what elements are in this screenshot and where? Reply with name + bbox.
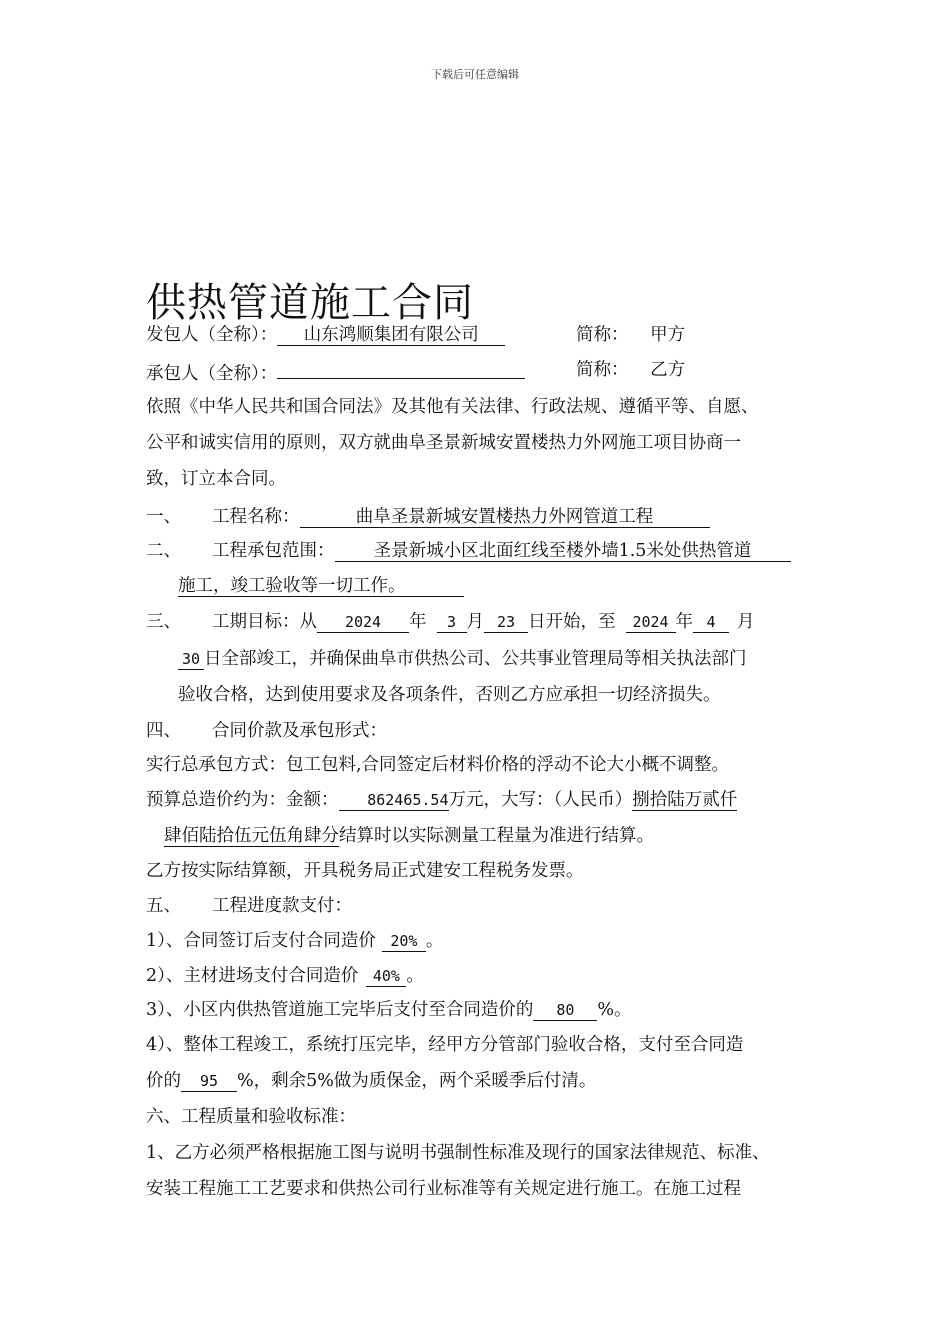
s3-start-text: 日开始，至 xyxy=(528,612,616,632)
contractor-short-row xyxy=(576,358,685,382)
s6-heading: 六、工程质量和验收标准： xyxy=(146,1107,356,1127)
s5-p1-value: 20% xyxy=(382,931,426,952)
s5-p2-value: 40% xyxy=(366,966,406,987)
s3-end-year: 2024 xyxy=(626,612,676,633)
header-note: 下载后可任意编辑 xyxy=(431,68,519,81)
s1-label: 工程名称： xyxy=(212,507,300,527)
s6-line2: 安装工程施工工艺要求和供热公司行业标准等有关规定进行施工。在施工过程 xyxy=(146,1179,741,1199)
s4-settle-text: 结算时以实际测量工程量为准进行结算。 xyxy=(339,826,654,846)
s3-end-month: 4 xyxy=(693,612,729,633)
contractor-name xyxy=(277,358,525,379)
issuer-name: 山东鸿顺集团有限公司 xyxy=(277,325,505,346)
s5-p4-line1: 4）、整体工程竣工，系统打压完毕，经甲方分管部门验收合格，支付至合同造 xyxy=(146,1035,744,1055)
s4-invoice: 乙方按实际结算额，开具税务局正式建安工程税务发票。 xyxy=(146,861,584,881)
s5-p4-prefix: 价的 xyxy=(146,1071,181,1091)
s3-start-month: 3 xyxy=(437,612,467,633)
s3-end-month-char: 月 xyxy=(737,612,755,632)
s2-value-line1: 圣景新城小区北面红线至楼外墙1.5米处供热管道 xyxy=(335,541,791,562)
s5-p1 xyxy=(146,929,443,953)
s5-p4-line2 xyxy=(146,1069,596,1093)
intro-line-3: 致，订立本合同。 xyxy=(146,469,286,489)
s5-num: 五、 xyxy=(146,896,181,916)
issuer-short-row xyxy=(576,323,685,347)
s5-p2-prefix: 2）、主材进场支付合同造价 xyxy=(146,966,359,986)
s3-num: 三、 xyxy=(146,612,181,632)
s2-row xyxy=(212,539,791,563)
contractor-short-label: 简称： xyxy=(576,360,629,380)
s3-start-year: 2024 xyxy=(317,612,409,633)
issuer-row xyxy=(146,323,505,347)
contractor-row xyxy=(146,358,525,386)
s3-row xyxy=(212,610,755,634)
s3-month-char: 月 xyxy=(466,612,484,632)
s3-label: 工期目标：从 xyxy=(212,612,317,632)
s4-mode: 实行总承包方式：包工包料,合同签定后材料价格的浮动不论大小概不调整。 xyxy=(146,755,730,775)
issuer-label: 发包人（全称）： xyxy=(146,325,278,345)
s4-words-row xyxy=(164,824,654,848)
s5-p1-suffix: 。 xyxy=(425,931,444,951)
s2-num: 二、 xyxy=(146,541,181,561)
s4-budget-prefix: 预算总造价约为：金额： xyxy=(146,790,339,810)
s2-value-line2: 施工，竣工验收等一切工作。 xyxy=(178,576,464,597)
s4-amount-words-1: 捌拾陆万贰仟 xyxy=(632,790,738,810)
s3-line2 xyxy=(178,647,747,671)
s4-budget-row xyxy=(146,788,737,812)
s2-label: 工程承包范围： xyxy=(212,541,335,561)
s1-row xyxy=(212,505,710,529)
s1-value: 曲阜圣景新城安置楼热力外网管道工程 xyxy=(300,507,710,528)
s4-amount-words-2: 肆佰陆拾伍元伍角肆分 xyxy=(164,826,339,846)
s4-amount: 862465.54 xyxy=(339,790,449,811)
contractor-label: 承包人（全称）： xyxy=(146,364,278,384)
document-title: 供热管道施工合同 xyxy=(146,280,474,326)
s6-line1: 1、乙方必须严格根据施工图与说明书强制性标准及现行的国家法律规范、标准、 xyxy=(146,1143,770,1163)
s1-num: 一、 xyxy=(146,507,181,527)
s5-p2-suffix: 。 xyxy=(406,966,424,986)
s3-end-year-char: 年 xyxy=(675,612,693,632)
s5-p3-suffix: %。 xyxy=(597,1000,632,1020)
s3-line2-text: 日全部竣工，并确保曲阜市供热公司、公共事业管理局等相关执法部门 xyxy=(204,649,747,669)
s5-p4-suffix: %，剩余5%做为质保金，两个采暖季后付清。 xyxy=(237,1071,597,1091)
issuer-short: 甲方 xyxy=(650,325,686,345)
s3-year-char: 年 xyxy=(409,612,427,632)
s5-p1-prefix: 1）、合同签订后支付合同造价 xyxy=(146,931,376,951)
contractor-short: 乙方 xyxy=(650,360,686,380)
s5-p2 xyxy=(146,964,424,988)
s4-label: 合同价款及承包形式： xyxy=(212,721,387,741)
s5-p3-value: 80 xyxy=(533,1000,597,1021)
s4-num: 四、 xyxy=(146,721,181,741)
s3-end-day: 30 xyxy=(178,649,204,670)
s3-start-day: 23 xyxy=(484,612,528,633)
s5-label: 工程进度款支付： xyxy=(212,896,352,916)
intro-line-2: 公平和诚实信用的原则，双方就曲阜圣景新城安置楼热力外网施工项目协商一 xyxy=(146,433,741,453)
s5-p3 xyxy=(146,998,632,1022)
s2-line2-row xyxy=(178,574,464,598)
s5-p4-value: 95 xyxy=(181,1071,237,1092)
s5-p3-prefix: 3）、小区内供热管道施工完毕后支付至合同造价的 xyxy=(146,1000,534,1020)
intro-line-1: 依照《中华人民共和国合同法》及其他有关法律、行政法规、遵循平等、自愿、 xyxy=(146,397,759,417)
s4-amount-suffix: 万元，大写：（人民币） xyxy=(448,790,633,810)
s3-line3: 验收合格，达到使用要求及各项条件，否则乙方应承担一切经济损失。 xyxy=(178,685,721,705)
issuer-short-label: 简称： xyxy=(576,325,629,345)
